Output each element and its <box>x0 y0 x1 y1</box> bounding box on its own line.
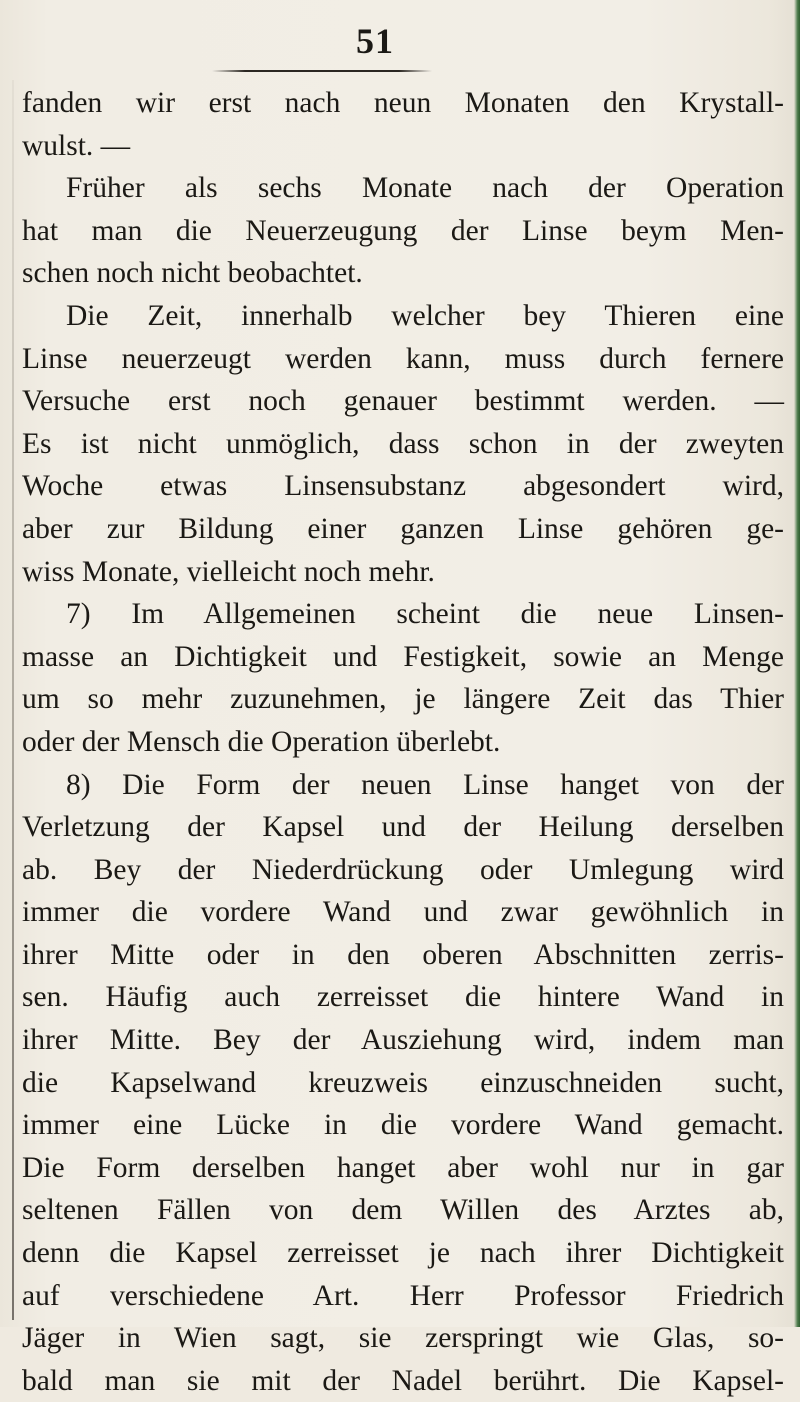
text-line: um so mehr zuzunehmen, je längere Zeit das Thier <box>22 683 784 716</box>
text-line: 7) Im Allgemeinen scheint die neue Linsen- <box>66 598 784 631</box>
text-line: seltenen Fällen von dem Willen des Arztes ab, <box>22 1194 784 1227</box>
text-line: Verletzung der Kapsel und der Heilung derselben <box>22 811 784 844</box>
text-line: Versuche erst noch genauer bestimmt werden. — <box>22 385 784 418</box>
text-line: hat man die Neuerzeugung der Linse beym Men- <box>22 214 784 247</box>
text-line: ihrer Mitte oder in den oberen Abschnitten zerris- <box>22 938 784 971</box>
text-line: masse an Dichtigkeit und Festigkeit, sowie an Menge <box>22 640 784 673</box>
text-line: Woche etwas Linsensubstanz abgesondert wird, <box>22 470 784 503</box>
text-line: bald man sie mit der Nadel berührt. Die Kapsel- <box>22 1364 784 1397</box>
text-line: die Kapselwand kreuzweis einzuschneiden sucht, <box>22 1066 784 1099</box>
text-line: wulst. — <box>22 129 131 162</box>
text-line: aber zur Bildung einer ganzen Linse gehören ge- <box>22 512 784 545</box>
text-line: auf verschiedene Art. Herr Professor Friedrich <box>22 1279 784 1312</box>
header-rule <box>212 70 432 72</box>
text-line: wiss Monate, vielleicht noch mehr. <box>22 555 435 588</box>
text-line: oder der Mensch die Operation überlebt. <box>22 725 501 758</box>
text-line: fanden wir erst nach neun Monaten den Krystall- <box>22 87 784 119</box>
text-line: Die Form derselben hanget aber wohl nur in gar <box>22 1151 784 1184</box>
text-line: sen. Häufig auch zerreisset die hintere Wand in <box>22 981 784 1014</box>
text-line: immer eine Lücke in die vordere Wand gemacht. <box>22 1109 784 1142</box>
text-line: Jäger in Wien sagt, sie zerspringt wie Glas, so- <box>22 1322 784 1355</box>
text-line: ihrer Mitte. Bey der Ausziehung wird, indem man <box>22 1024 784 1057</box>
text-line: Die Zeit, innerhalb welcher bey Thieren eine <box>66 299 784 332</box>
page-gutter-shadow <box>12 80 14 1320</box>
text-line: Früher als sechs Monate nach der Operation <box>66 172 784 205</box>
text-line: Es ist nicht unmöglich, dass schon in der zweyten <box>22 427 784 460</box>
page-edge <box>794 0 800 1327</box>
text-line: denn die Kapsel zerreisset je nach ihrer Dichtigkeit <box>22 1237 784 1270</box>
text-line: immer die vordere Wand und zwar gewöhnlich in <box>22 896 784 929</box>
text-line: 8) Die Form der neuen Linse hanget von der <box>66 768 784 801</box>
text-line: ab. Bey der Niederdrückung oder Umlegung wird <box>22 853 784 886</box>
text-line: Linse neuerzeugt werden kann, muss durch fernere <box>22 342 784 375</box>
body-text <box>22 82 784 1402</box>
text-line: schen noch nicht beobachtet. <box>22 257 363 290</box>
page-number: 51 <box>356 21 394 61</box>
